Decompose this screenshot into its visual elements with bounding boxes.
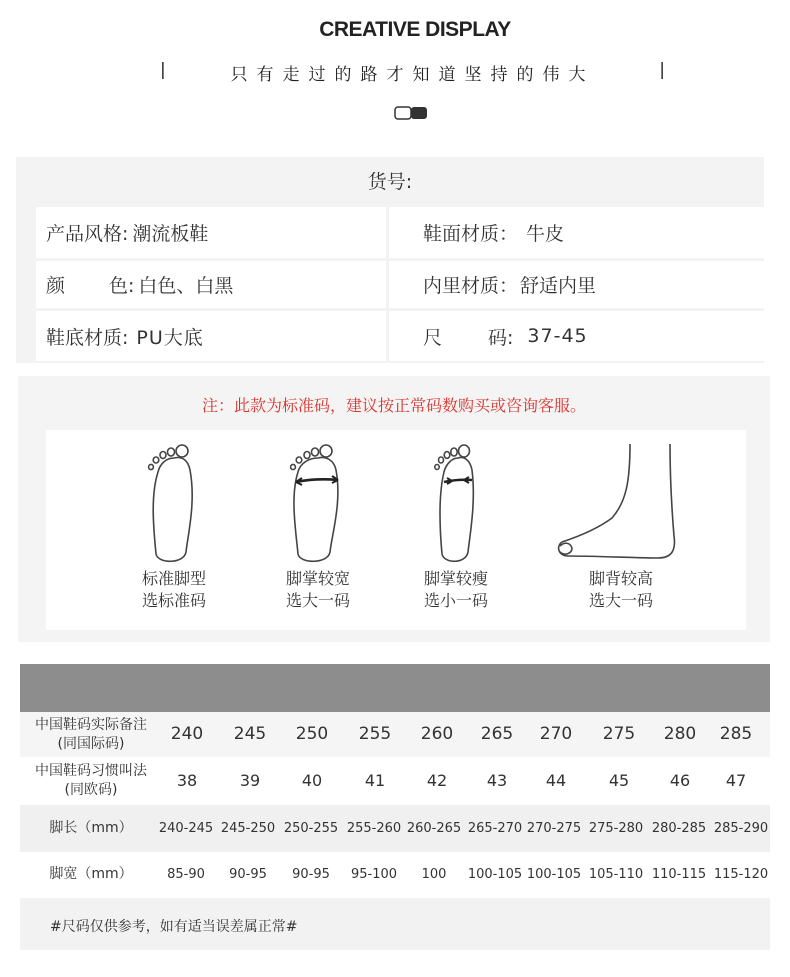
- size-label-a: 尺: [423, 326, 443, 349]
- foot-width-cell: 105-110: [588, 867, 644, 882]
- foot-length-cell: 250-255: [283, 821, 339, 836]
- size-cn-actual-cell: 260: [420, 724, 454, 744]
- size-cn-actual-cell: 270: [539, 724, 573, 744]
- row-label-foot-length: [20, 819, 162, 838]
- foot-width-cell: 95-100: [350, 867, 398, 882]
- row-label-line1: 中国鞋码实际备注: [35, 717, 147, 733]
- color-value: 白色、白黑: [138, 275, 234, 297]
- lining-label: 内里材质：: [423, 275, 519, 297]
- slogan-bar-right: |: [659, 60, 665, 80]
- style-label: 产品风格:: [46, 223, 129, 245]
- style-value: 潮流板鞋: [132, 223, 209, 245]
- fit-type-standard-line2: 选标准码: [141, 591, 206, 610]
- product-info-panel: [16, 157, 764, 363]
- row-label-line2: (同欧码): [64, 782, 118, 798]
- fit-type-wide-line2: 选大一码: [285, 591, 350, 610]
- foot-length-cell: 260-265: [406, 821, 462, 836]
- foot-narrow-icon: [430, 442, 486, 567]
- size-cn-common-cell: 38: [176, 771, 198, 790]
- foot-length-cell: 280-285: [651, 821, 707, 836]
- row-label-line2: (同国际码): [57, 736, 125, 752]
- fit-notice: 注：此款为标准码，建议按正常码数购买或咨询客服。: [201, 396, 586, 415]
- row-label-cn-common: [20, 762, 162, 800]
- foot-high-instep-icon: [556, 442, 681, 567]
- fit-type-high-instep-line1: 脚背较高: [588, 569, 653, 588]
- foot-length-cell: 265-270: [467, 821, 523, 836]
- size-cn-actual-cell: 285: [719, 724, 753, 744]
- size-cn-common-cell: 39: [239, 771, 261, 790]
- size-cn-actual-cell: 280: [663, 724, 697, 744]
- row-label-line1: 脚长（mm）: [49, 820, 133, 836]
- size-cn-common-cell: 42: [426, 771, 448, 790]
- sole-label: 鞋底材质:: [46, 326, 129, 349]
- size-cn-common-cell: 41: [364, 771, 386, 790]
- foot-wide-icon: [286, 442, 350, 567]
- foot-width-cell: 85-90: [167, 867, 205, 882]
- fit-type-narrow-line1: 脚掌较瘦: [423, 569, 488, 588]
- fit-type-narrow: [406, 568, 506, 612]
- foot-length-cell: 275-280: [588, 821, 644, 836]
- sole-value: PU大底: [136, 326, 204, 349]
- style-cell: [36, 207, 386, 258]
- fit-type-standard-line1: 标准脚型: [141, 569, 206, 588]
- size-cn-actual-cell: 240: [170, 724, 204, 744]
- foot-types-panel: [46, 430, 746, 630]
- color-label-a: 颜: [46, 275, 66, 297]
- upper-value: 牛皮: [526, 223, 565, 245]
- foot-width-cell: 100-105: [467, 867, 523, 882]
- fit-type-high-instep-line2: 选大一码: [588, 591, 653, 610]
- foot-length-cell: 285-290: [713, 821, 769, 836]
- slogan-text: 只有走过的路才知道坚持的伟大: [230, 65, 595, 85]
- fit-type-narrow-line2: 选小一码: [423, 591, 488, 610]
- row-label-line1: 中国鞋码习惯叫法: [35, 763, 147, 779]
- foot-length-cell: 270-275: [526, 821, 582, 836]
- size-cn-actual-cell: 250: [295, 724, 329, 744]
- lining-value: 舒适内里: [520, 275, 597, 297]
- size-cn-common-cell: 43: [486, 771, 508, 790]
- lining-cell: [389, 261, 764, 308]
- fit-type-high-instep: [571, 568, 671, 612]
- row-label-cn-actual: [20, 716, 162, 754]
- size-cn-common-cell: 45: [608, 771, 630, 790]
- color-cell: [36, 261, 386, 308]
- size-cn-common-cell: 40: [301, 771, 323, 790]
- size-footnote: #尺码仅供参考，如有适当误差属正常#: [50, 919, 298, 935]
- foot-width-cell: 100: [421, 867, 447, 882]
- fit-type-standard: [124, 568, 224, 612]
- size-cn-common-cell: 44: [545, 771, 567, 790]
- foot-standard-icon: [144, 442, 204, 567]
- sole-cell: [36, 311, 386, 361]
- size-cn-actual-cell: 255: [358, 724, 392, 744]
- size-cn-actual-cell: 245: [233, 724, 267, 744]
- foot-width-cell: 90-95: [292, 867, 330, 882]
- foot-length-cell: 245-250: [220, 821, 276, 836]
- size-cn-actual-cell: 265: [480, 724, 514, 744]
- size-label-b: 码:: [488, 326, 514, 349]
- decorative-badge-icon: [394, 106, 428, 120]
- foot-length-cell: 240-245: [158, 821, 214, 836]
- size-cn-common-cell: 46: [669, 771, 691, 790]
- color-label-b: 色:: [109, 275, 135, 297]
- size-table-header-bar: [20, 664, 770, 712]
- size-cell: [389, 311, 764, 361]
- foot-width-cell: 115-120: [713, 867, 769, 882]
- size-value: 37-45: [527, 325, 588, 347]
- foot-length-cell: 255-260: [346, 821, 402, 836]
- foot-width-cell: 100-105: [526, 867, 582, 882]
- fit-type-wide-line1: 脚掌较宽: [285, 569, 350, 588]
- fit-guide-section: [18, 376, 770, 642]
- row-label-foot-width: [20, 865, 162, 884]
- foot-width-cell: 90-95: [229, 867, 267, 882]
- page-title: CREATIVE DISPLAY: [319, 18, 511, 41]
- upper-cell: [389, 207, 764, 258]
- slogan-line: [160, 60, 665, 85]
- row-label-line1: 脚宽（mm）: [49, 866, 133, 882]
- size-cn-common-cell: 47: [725, 771, 747, 790]
- foot-width-cell: 110-115: [651, 867, 707, 882]
- fit-type-wide: [268, 568, 368, 612]
- slogan-bar-left: |: [160, 60, 166, 80]
- sku-label: 货号:: [367, 171, 413, 193]
- size-cn-actual-cell: 275: [602, 724, 636, 744]
- upper-label: 鞋面材质：: [423, 223, 519, 245]
